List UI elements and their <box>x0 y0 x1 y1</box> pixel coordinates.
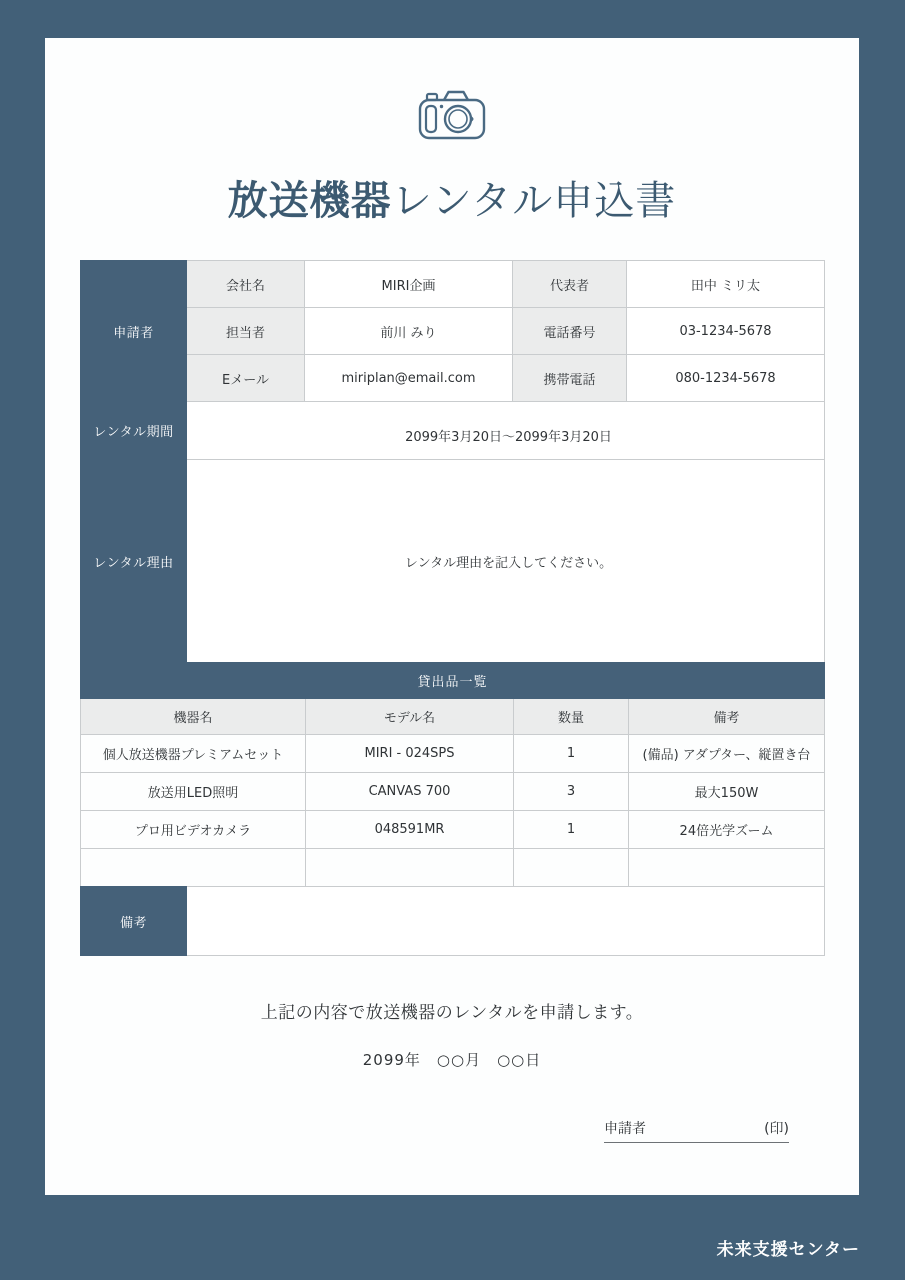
value-mobile-phone[interactable]: 080-1234-5678 <box>627 355 825 402</box>
label-company-name: 会社名 <box>187 261 305 308</box>
equipment-model-cell[interactable]: MIRI - 024SPS <box>306 735 514 773</box>
value-contact-person[interactable]: 前川 みり <box>305 308 513 355</box>
rental-reason-label: レンタル理由 <box>81 460 187 663</box>
rental-period-label: レンタル期間 <box>81 402 187 460</box>
equipment-model-cell[interactable]: CANVAS 700 <box>306 773 514 811</box>
label-email: Eメール <box>187 355 305 402</box>
table-row <box>81 402 825 460</box>
table-row <box>81 261 825 308</box>
label-mobile-phone: 携帯電話 <box>513 355 627 402</box>
table-row <box>81 735 825 773</box>
value-phone-number[interactable]: 03-1234-5678 <box>627 308 825 355</box>
equipment-table-title: 貸出品一覧 <box>81 663 825 699</box>
document-page <box>45 38 859 1195</box>
equipment-qty-cell[interactable] <box>514 849 629 887</box>
column-header-model-name: モデル名 <box>306 699 514 735</box>
table-row <box>81 811 825 849</box>
document-header <box>45 38 859 226</box>
remarks-label: 備考 <box>81 887 187 956</box>
date-line: 2099年 ○○月 ○○日 <box>362 1051 542 1069</box>
camera-icon <box>416 86 488 146</box>
table-row <box>81 460 825 663</box>
value-company-name[interactable]: MIRI企画 <box>305 261 513 308</box>
equipment-header-row <box>81 699 825 735</box>
equipment-name-cell[interactable]: プロ用ビデオカメラ <box>81 811 306 849</box>
column-header-quantity: 数量 <box>514 699 629 735</box>
equipment-qty-cell[interactable]: 3 <box>514 773 629 811</box>
table-row <box>81 355 825 402</box>
equipment-model-cell[interactable] <box>306 849 514 887</box>
title-light-part: レンタル申込書 <box>391 178 677 224</box>
table-row <box>81 773 825 811</box>
form-area <box>80 260 824 1143</box>
remarks-table <box>80 886 825 956</box>
equipment-title-row <box>81 663 825 699</box>
signature-area <box>80 1118 789 1143</box>
equipment-note-cell[interactable]: (備品) アダプター、縦置き台 <box>629 735 825 773</box>
equipment-note-cell[interactable]: 24倍光学ズーム <box>629 811 825 849</box>
applicant-section-label: 申請者 <box>81 261 187 402</box>
label-contact-person: 担当者 <box>187 308 305 355</box>
equipment-qty-cell[interactable]: 1 <box>514 735 629 773</box>
applicant-table <box>80 260 825 663</box>
signature-label: 申請者 <box>604 1121 646 1137</box>
equipment-note-cell[interactable] <box>629 849 825 887</box>
equipment-name-cell[interactable] <box>81 849 306 887</box>
equipment-name-cell[interactable]: 放送用LED照明 <box>81 773 306 811</box>
equipment-qty-cell[interactable]: 1 <box>514 811 629 849</box>
brand-footer: 未来支援センター <box>716 1240 860 1260</box>
page-title <box>45 176 859 226</box>
label-representative: 代表者 <box>513 261 627 308</box>
equipment-note-cell[interactable]: 最大150W <box>629 773 825 811</box>
value-email[interactable]: miriplan@email.com <box>305 355 513 402</box>
label-phone-number: 電話番号 <box>513 308 627 355</box>
equipment-name-cell[interactable]: 個人放送機器プレミアムセット <box>81 735 306 773</box>
column-header-note: 備考 <box>629 699 825 735</box>
equipment-model-cell[interactable]: 048591MR <box>306 811 514 849</box>
closing-statement: 上記の内容で放送機器のレンタルを申請します。 <box>260 1003 644 1023</box>
rental-reason-value[interactable]: レンタル理由を記入してください。 <box>187 460 825 663</box>
table-row <box>81 849 825 887</box>
table-row <box>81 308 825 355</box>
rental-period-value[interactable]: 2099年3月20日〜2099年3月20日 <box>187 402 825 460</box>
equipment-table <box>80 662 825 887</box>
title-bold-part: 放送機器 <box>227 178 392 224</box>
signature-line[interactable] <box>604 1118 789 1143</box>
table-row <box>81 887 825 956</box>
value-representative[interactable]: 田中 ミリ太 <box>627 261 825 308</box>
column-header-equipment-name: 機器名 <box>81 699 306 735</box>
remarks-value[interactable] <box>187 887 825 956</box>
seal-label: (印) <box>764 1121 789 1137</box>
